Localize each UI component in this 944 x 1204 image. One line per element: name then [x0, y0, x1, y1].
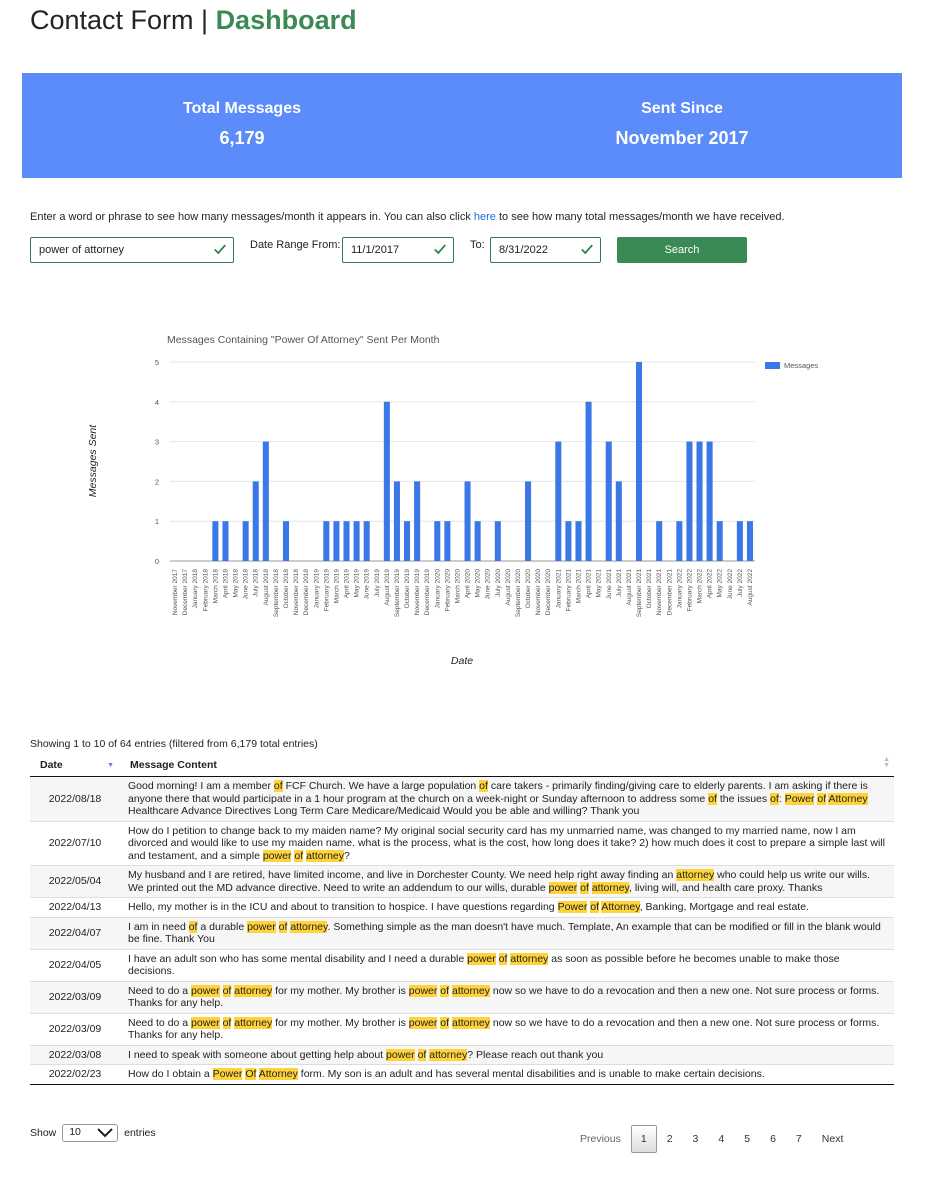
keyword-highlight: power: [191, 1016, 220, 1029]
y-tick-label: 0: [154, 557, 159, 566]
keyword-highlight: of: [479, 780, 488, 792]
page-7-button[interactable]: 7: [795, 1133, 802, 1145]
x-tick-label: September 2021: [636, 569, 644, 618]
x-tick-label: October 2019: [404, 569, 412, 609]
y-tick-label: 2: [154, 477, 159, 487]
bar: [283, 521, 289, 561]
table-row: [30, 1065, 894, 1085]
keyword-highlight: of: [222, 1016, 232, 1029]
x-tick-label: March 2018: [212, 569, 220, 604]
previous-button[interactable]: Previous: [580, 1133, 621, 1145]
keyword-highlight: Attorney: [258, 1068, 298, 1080]
show-label: Show: [30, 1126, 57, 1139]
total-messages-stat: [92, 99, 392, 149]
keyword-highlight: Power: [784, 792, 815, 805]
keyword-highlight: power: [467, 952, 496, 965]
x-tick-label: March 2020: [454, 569, 462, 604]
x-tick-label: November 2017: [172, 569, 180, 616]
y-tick-label: 5: [154, 358, 159, 367]
x-tick-label: August 2020: [504, 569, 512, 606]
bar: [414, 481, 420, 561]
bar: [606, 442, 612, 561]
table-row: [30, 1013, 894, 1045]
keyword-highlight: attorney: [451, 984, 490, 997]
bar: [707, 442, 713, 561]
table-row: [30, 981, 894, 1013]
keyword-highlight: attorney: [591, 881, 630, 894]
x-tick-label: April 2021: [585, 569, 593, 599]
x-tick-label: December 2021: [666, 569, 674, 616]
x-tick-label: January 2021: [555, 569, 563, 609]
x-tick-label: July 2021: [615, 569, 623, 597]
keyword-highlight: power: [548, 881, 578, 894]
x-tick-label: February 2022: [686, 569, 694, 612]
x-tick-label: March 2021: [575, 569, 583, 604]
sort-desc-icon: ▼: [107, 762, 114, 769]
bar: [384, 402, 390, 561]
bar: [737, 521, 743, 561]
x-tick-label: August 2021: [625, 569, 633, 606]
bar: [394, 481, 400, 561]
table-row: [30, 821, 894, 866]
to-date-label: To:: [470, 239, 485, 251]
bar: [575, 521, 581, 561]
keyword-highlight: power: [191, 984, 220, 997]
bar: [636, 362, 642, 561]
x-tick-label: July 2020: [494, 569, 502, 597]
keyword-highlight: power: [408, 984, 438, 997]
search-input[interactable]: [39, 238, 207, 262]
x-tick-label: October 2020: [525, 569, 533, 609]
keyword-highlight: attorney: [510, 952, 549, 965]
y-tick-label: 4: [154, 397, 159, 407]
x-tick-label: November 2021: [656, 569, 664, 616]
row-date: 2022/04/13: [30, 898, 120, 918]
search-button[interactable]: Search: [617, 237, 747, 263]
row-date: 2022/05/04: [30, 866, 120, 898]
table-row: [30, 898, 894, 918]
keyword-highlight: of: [273, 780, 283, 792]
bar: [525, 481, 531, 561]
x-tick-label: April 2019: [343, 569, 351, 599]
y-tick-label: 1: [154, 517, 159, 527]
keyword-highlight: of: [590, 901, 600, 913]
page-3-button[interactable]: 3: [692, 1133, 699, 1145]
x-tick-label: November 2020: [535, 569, 543, 616]
row-content: Hello, my mother is in the ICU and about to transition to hospice. I have questions regarding Power of Attorney, Banking, Mortgage and real estate.: [120, 898, 894, 918]
bar: [434, 521, 440, 561]
keyword-highlight: Power: [212, 1068, 243, 1080]
bar: [222, 521, 228, 561]
x-tick-label: April 2018: [222, 569, 230, 599]
title-main: Contact Form |: [30, 5, 216, 35]
x-tick-label: July 2019: [373, 569, 381, 597]
page-4-button[interactable]: 4: [718, 1133, 725, 1145]
sent-since-value: November 2017: [615, 128, 749, 148]
row-date: 2022/08/18: [30, 777, 120, 822]
keyword-highlight: attorney: [451, 1016, 490, 1029]
x-tick-label: September 2019: [393, 569, 401, 618]
row-date: 2022/04/07: [30, 917, 120, 949]
page-5-button[interactable]: 5: [744, 1133, 751, 1145]
keyword-highlight: of: [708, 792, 717, 805]
x-tick-label: January 2018: [192, 569, 200, 609]
bar: [565, 521, 571, 561]
bar: [586, 402, 592, 561]
x-tick-label: October 2021: [646, 569, 654, 609]
x-tick-label: January 2022: [676, 569, 684, 609]
x-tick-label: August 2019: [383, 569, 391, 606]
row-date: 2022/04/05: [30, 949, 120, 981]
x-tick-label: May 2022: [716, 569, 724, 598]
bar: [343, 521, 349, 561]
total-messages-value: 6,179: [219, 128, 265, 148]
row-content: I need to speak with someone about getting help about power of attorney? Please reach out thank you: [120, 1045, 894, 1065]
pagination: [570, 1125, 853, 1153]
bar: [656, 521, 662, 561]
next-button[interactable]: Next: [821, 1133, 844, 1145]
x-tick-label: March 2022: [696, 569, 704, 604]
page-1-button[interactable]: 1: [631, 1125, 657, 1153]
bar: [747, 521, 753, 561]
page-length-control: [30, 1124, 156, 1142]
keyword-highlight: power: [386, 1048, 415, 1061]
row-date: 2022/03/09: [30, 1013, 120, 1045]
total-messages-link[interactable]: here: [473, 211, 496, 223]
keyword-highlight: Of: [245, 1068, 257, 1080]
table-row: [30, 917, 894, 949]
keyword-highlight: of: [294, 849, 304, 862]
chevron-down-icon: [97, 1128, 113, 1138]
bar: [212, 521, 218, 561]
keyword-highlight: of: [817, 792, 827, 805]
keyword-highlight: power: [262, 849, 292, 862]
keyword-highlight: of: [498, 952, 508, 965]
x-tick-label: June 2022: [726, 569, 734, 600]
x-tick-label: October 2018: [282, 569, 290, 609]
x-tick-label: June 2020: [484, 569, 492, 600]
to-date-field: [490, 237, 601, 263]
keyword-highlight: Attorney: [828, 792, 868, 805]
table-row: [30, 866, 894, 898]
x-tick-label: November 2019: [414, 569, 422, 616]
legend-swatch: [765, 362, 780, 369]
y-tick-label: 3: [154, 437, 159, 447]
keyword-highlight: power: [408, 1016, 438, 1029]
keyword-highlight: of: [440, 984, 450, 997]
x-tick-label: June 2018: [242, 569, 250, 600]
x-tick-label: May 2018: [232, 569, 240, 598]
page-length-value: 10: [69, 1126, 81, 1138]
bar: [364, 521, 370, 561]
bar: [253, 481, 259, 561]
keyword-highlight: Power: [557, 901, 588, 913]
page-length-select[interactable]: [62, 1124, 118, 1142]
x-tick-label: December 2017: [182, 569, 190, 616]
keyword-highlight: Attorney: [601, 901, 640, 913]
x-tick-label: April 2022: [706, 569, 714, 599]
table-row: [30, 777, 894, 822]
bar: [323, 521, 329, 561]
keyword-highlight: of: [188, 920, 198, 933]
x-tick-label: November 2018: [293, 569, 301, 616]
bar: [465, 481, 471, 561]
sent-since-label: Sent Since: [641, 100, 723, 117]
bar: [686, 442, 692, 561]
bar: [717, 521, 723, 561]
table-body: [30, 777, 894, 1085]
messages-table: [30, 754, 894, 1085]
sort-both-icon: ▲ ▼: [883, 756, 890, 769]
table-summary: Showing 1 to 10 of 64 entries (filtered from 6,179 total entries): [30, 738, 318, 750]
messages-chart: [60, 320, 860, 680]
valid-check-icon: [580, 242, 594, 256]
search-field: [30, 237, 234, 263]
x-tick-label: May 2021: [595, 569, 603, 598]
row-content: I have an adult son who has some mental disability and I need a durable power of attorney as soon as possible before he becomes unable to make those decisions.: [120, 949, 894, 981]
bar: [333, 521, 339, 561]
bar: [404, 521, 410, 561]
content-header-label: Message Content: [130, 759, 217, 771]
keyword-highlight: attorney: [429, 1048, 468, 1061]
x-tick-label: December 2020: [545, 569, 553, 616]
to-date-input[interactable]: [499, 238, 574, 262]
from-date-input[interactable]: [351, 238, 427, 262]
x-tick-label: January 2019: [313, 569, 321, 609]
x-tick-label: July 2018: [252, 569, 260, 597]
valid-check-icon: [433, 242, 447, 256]
x-tick-label: May 2019: [353, 569, 361, 598]
bar: [676, 521, 682, 561]
bar: [243, 521, 249, 561]
valid-check-icon: [213, 242, 227, 256]
keyword-highlight: of: [417, 1048, 427, 1061]
legend-label: Messages: [784, 361, 819, 370]
row-date: 2022/07/10: [30, 821, 120, 866]
table-row: [30, 1045, 894, 1065]
content-column-header[interactable]: [120, 754, 894, 777]
bar: [263, 442, 269, 561]
x-tick-label: May 2020: [474, 569, 482, 598]
x-axis-label: Date: [450, 655, 474, 667]
table-row: [30, 949, 894, 981]
x-tick-label: February 2020: [444, 569, 452, 612]
keyword-highlight: power: [247, 920, 276, 933]
keyword-highlight: attorney: [306, 849, 345, 862]
bar: [697, 442, 703, 561]
stats-banner: [22, 73, 902, 178]
x-tick-label: September 2020: [514, 569, 522, 618]
y-axis-label: Messages Sent: [87, 424, 99, 498]
row-date: 2022/03/08: [30, 1045, 120, 1065]
keyword-highlight: attorney: [234, 1016, 273, 1029]
bar: [495, 521, 501, 561]
keyword-highlight: attorney: [234, 984, 273, 997]
row-content: I am in need of a durable power of attorney. Something simple as the man doesn't have much. Template, An example that can be modified or fill in the blank would be fine. Thank You: [120, 917, 894, 949]
bar: [555, 442, 561, 561]
keyword-highlight: of: [278, 920, 288, 933]
chart-title: Messages Containing "Power Of Attorney" Sent Per Month: [167, 334, 440, 346]
keyword-highlight: attorney: [676, 869, 715, 881]
date-range-from-label: Date Range From:: [250, 239, 341, 251]
row-content: How do I petition to change back to my maiden name? My original social security card has my unmarried name, was changed to my married name, now I am divorced and would like to use my maiden name. what is the process, what is the cost, how long does it take? 2) how much does it cost to prepare a simple last will and testament, and a simple power of attorney?: [120, 821, 894, 866]
entries-label: entries: [124, 1126, 156, 1139]
x-tick-label: August 2018: [262, 569, 270, 606]
x-tick-label: December 2019: [424, 569, 432, 616]
x-tick-label: February 2021: [565, 569, 573, 612]
keyword-highlight: attorney: [290, 920, 328, 933]
sent-since-stat: [532, 99, 832, 149]
title-accent: Dashboard: [215, 5, 357, 35]
x-tick-label: June 2021: [605, 569, 613, 600]
row-date: 2022/02/23: [30, 1065, 120, 1085]
row-content: Need to do a power of attorney for my mother. My brother is power of attorney now so we have to do a revocation and then a new one. Not sure process or forms. Thanks for any help.: [120, 981, 894, 1013]
x-tick-label: April 2020: [464, 569, 472, 599]
x-tick-label: March 2019: [333, 569, 341, 604]
x-tick-label: February 2019: [323, 569, 331, 612]
intro-text: [30, 211, 785, 223]
keyword-highlight: of: [770, 792, 779, 805]
x-tick-label: August 2022: [746, 569, 754, 606]
x-tick-label: December 2018: [303, 569, 311, 616]
x-tick-label: September 2018: [272, 569, 280, 618]
page-6-button[interactable]: 6: [770, 1133, 776, 1145]
bar: [354, 521, 360, 561]
page-title: [30, 2, 357, 38]
keyword-highlight: of: [440, 1016, 450, 1029]
bar: [475, 521, 481, 561]
x-tick-label: June 2019: [363, 569, 371, 600]
date-column-header[interactable]: [30, 754, 120, 777]
from-date-field: [342, 237, 454, 263]
keyword-highlight: of: [580, 881, 589, 894]
total-messages-label: Total Messages: [183, 100, 301, 117]
row-content: My husband and I are retired, have limited income, and live in Dorchester County. We need help right away finding an attorney who could help us write our wills. We printed out the MD advance directive. Need to write an addendum to our wills, durable power of attorney, living will, and health care proxy. Thanks: [120, 866, 894, 898]
bar: [616, 481, 622, 561]
x-tick-label: February 2018: [202, 569, 210, 612]
row-content: Need to do a power of attorney for my mother. My brother is power of attorney now so we have to do a revocation and then a new one. Not sure process or forms. Thanks for any help.: [120, 1013, 894, 1045]
row-date: 2022/03/09: [30, 981, 120, 1013]
date-header-label: Date: [40, 759, 63, 771]
row-content: Good morning! I am a member of FCF Church. We have a large population of care takers - primarily finding/giving care to elderly parents. I am asking if there is anyone there that would participate in a 1 hour program at the church on a week-night or Sunday afternoon to address some of the issues of: Power of Attorney Healthcare Advance Directives Long Term Care Medicare/Medicaid Would you be able and willing? Thank you: [120, 777, 894, 822]
intro-before: Enter a word or phrase to see how many messages/month it appears in. You can also click: [30, 211, 474, 223]
page-2-button[interactable]: 2: [666, 1133, 673, 1145]
bar: [444, 521, 450, 561]
intro-after: to see how many total messages/month we have received.: [495, 211, 785, 223]
x-tick-label: July 2022: [736, 569, 744, 597]
x-tick-label: January 2020: [434, 569, 442, 609]
row-content: How do I obtain a Power Of Attorney form. My son is an adult and has several mental disabilities and is unable to make certain decisions.: [120, 1065, 894, 1085]
keyword-highlight: of: [222, 984, 232, 997]
